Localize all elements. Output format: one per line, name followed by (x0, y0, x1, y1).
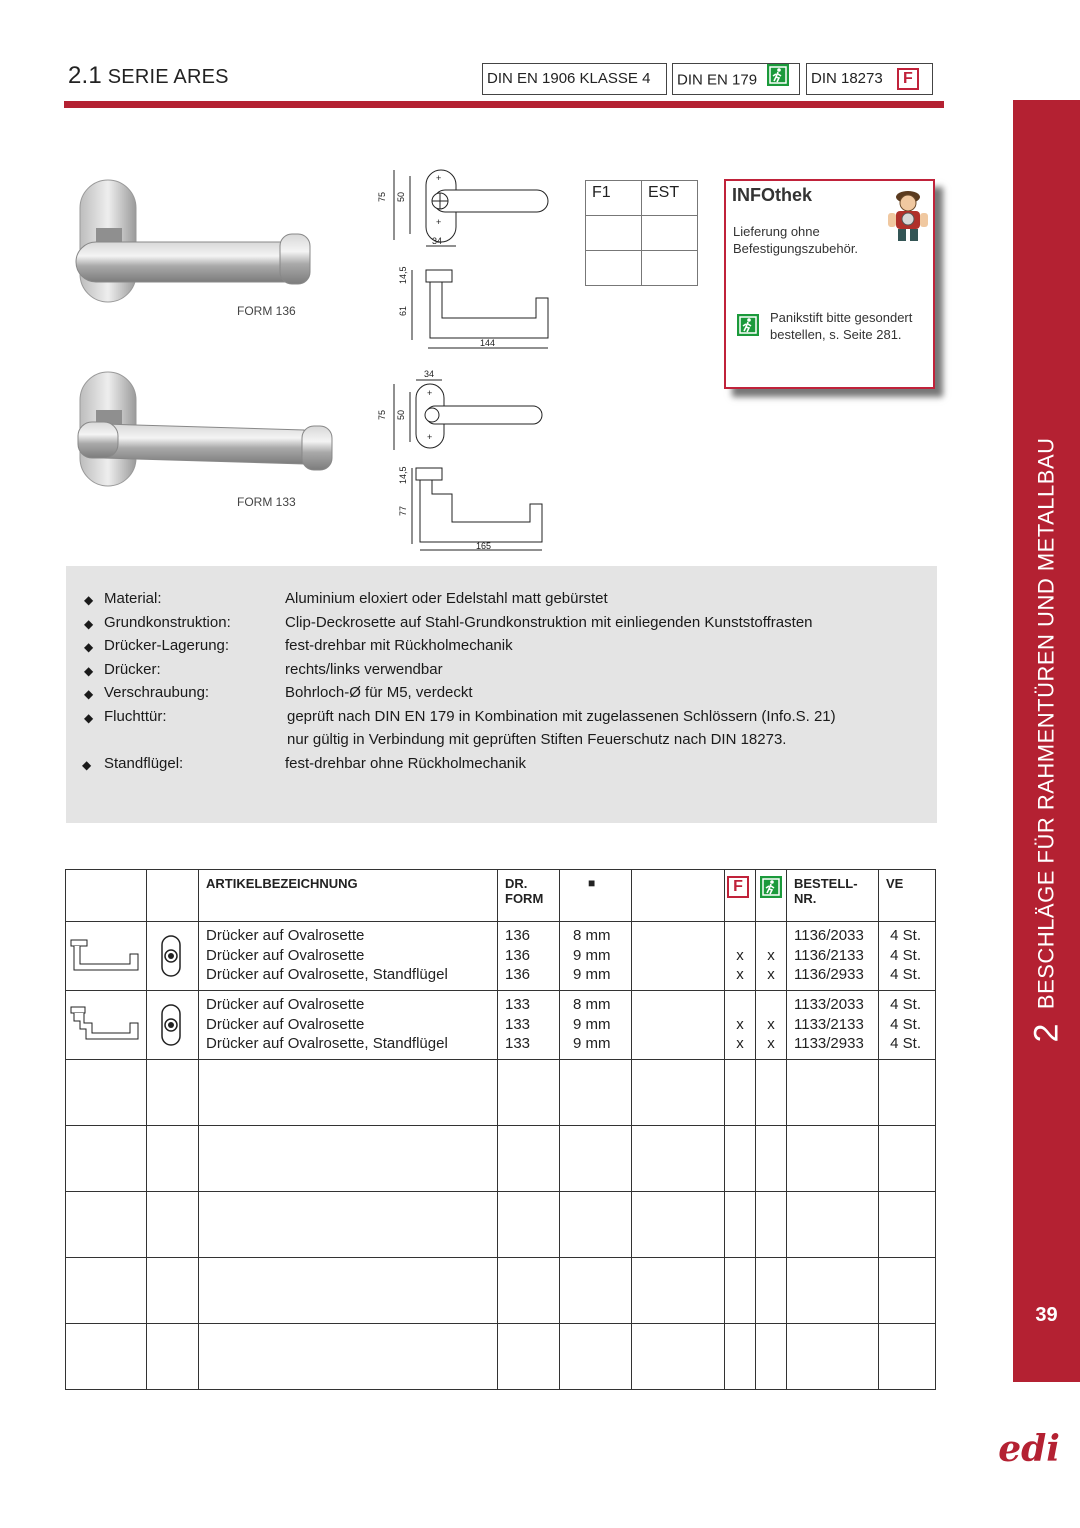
empty-table-row (66, 1324, 936, 1390)
spec-label: Drücker-Lagerung: (104, 637, 230, 654)
pack-unit: 4 St. (890, 1035, 921, 1052)
order-number: 1133/2133 (794, 1015, 864, 1033)
square-size: 9 mm (573, 946, 611, 964)
form-value: 136 (505, 966, 531, 983)
svg-text:34: 34 (424, 369, 435, 379)
spec-value: nur gültig in Verbindung mit geprüften Stiften Feuerschutz nach DIN 18273. (287, 731, 787, 748)
svg-text:50: 50 (396, 191, 406, 202)
badge-din-18273: DIN 18273 F (806, 63, 933, 95)
fire-protection-icon: F (897, 68, 919, 90)
svg-text:144: 144 (480, 338, 496, 348)
bullet-icon: ◆ (84, 687, 94, 701)
pack-unit: 4 St. (890, 927, 921, 944)
form-label: FORM 136 (237, 304, 296, 318)
spec-label: Grundkonstruktion: (104, 614, 231, 631)
est-header: EST (642, 181, 698, 216)
exit-flag: x (767, 1035, 775, 1052)
empty-table-row (66, 1126, 936, 1192)
fire-flag (725, 995, 755, 1015)
header-ve: VE (879, 870, 936, 922)
badge-din-en-179: DIN EN 179 (672, 63, 800, 95)
chapter-heading: 2BESCHLÄGE FÜR RAHMENTÜREN UND METALLBAU (1027, 437, 1065, 1043)
badge-din-en-1906: DIN EN 1906 KLASSE 4 (482, 63, 667, 95)
header-divider (64, 101, 944, 108)
svg-text:14,5: 14,5 (398, 466, 408, 484)
infothek-title: INFOthek (732, 185, 813, 205)
square-size: 8 mm (573, 996, 611, 1013)
table-cell (586, 216, 642, 251)
article-name: Drücker auf Ovalrosette, Standflügel (206, 1035, 448, 1052)
empty-table-row (66, 1258, 936, 1324)
specification-box (66, 566, 937, 823)
bullet-icon: ◆ (84, 617, 94, 631)
product-table (65, 869, 936, 1390)
bullet-icon: ◆ (84, 593, 94, 607)
emergency-exit-icon (737, 314, 759, 341)
product-photo-form-136 (74, 178, 314, 311)
oval-rosette-icon (147, 991, 199, 1060)
article-name: Drücker auf Ovalrosette (206, 1015, 365, 1033)
product-photo-form-133 (74, 370, 336, 493)
infothek-text: Lieferung ohne Befestigungszubehör. (733, 224, 859, 256)
handle-sketch-icon (66, 991, 147, 1060)
exit-flag: x (767, 966, 775, 983)
page-title: 2.1 SERIE ARES (68, 62, 229, 89)
emergency-exit-icon (767, 64, 789, 97)
table-row (66, 922, 936, 991)
pack-unit: 4 St. (890, 1015, 921, 1033)
pack-unit: 4 St. (890, 946, 921, 964)
exit-flag (756, 995, 786, 1015)
header-form: DR. FORM (498, 870, 560, 922)
chapter-sidebar (1013, 100, 1080, 1382)
svg-text:77: 77 (398, 505, 408, 516)
order-number: 1133/2933 (794, 1035, 864, 1052)
header-order-number: BESTELL- NR. (787, 870, 879, 922)
technical-drawing-form-133 (372, 366, 562, 561)
square-size: 9 mm (573, 1015, 611, 1033)
article-name: Drücker auf Ovalrosette (206, 927, 365, 944)
spec-value: fest-drehbar mit Rückholmechanik (285, 637, 513, 654)
empty-table-row (66, 1192, 936, 1258)
svg-text:75: 75 (377, 191, 387, 202)
order-number: 1136/2033 (794, 927, 864, 944)
article-name: Drücker auf Ovalrosette, Standflügel (206, 966, 448, 983)
spec-label: Standflügel: (104, 755, 184, 772)
spec-label: Drücker: (104, 661, 161, 678)
square-size: 8 mm (573, 927, 611, 944)
header-article: ARTIKELBEZEICHNUNG (199, 870, 498, 922)
oval-rosette-icon (147, 922, 199, 991)
header-square-icon: ■ (560, 870, 632, 922)
svg-text:+: + (427, 388, 433, 398)
exit-flag: x (767, 946, 775, 964)
table-cell (642, 251, 698, 286)
form-value: 133 (505, 1015, 531, 1033)
table-header (66, 870, 936, 922)
bullet-icon: ◆ (84, 664, 94, 678)
order-number: 1136/2933 (794, 966, 864, 983)
fire-flag: x (736, 946, 744, 964)
order-number: 1133/2033 (794, 996, 864, 1013)
exit-flag: x (767, 1015, 775, 1033)
svg-text:+: + (427, 432, 433, 442)
pack-unit: 4 St. (890, 996, 921, 1013)
technical-drawing-form-136 (372, 162, 562, 363)
article-name: Drücker auf Ovalrosette (206, 946, 365, 964)
fire-flag: x (736, 1035, 744, 1052)
infothek-box (724, 179, 935, 389)
bullet-icon: ◆ (84, 640, 94, 654)
handle-sketch-icon (66, 922, 147, 991)
bullet-icon: ◆ (84, 711, 94, 725)
svg-text:50: 50 (396, 409, 406, 420)
spec-label: Fluchttür: (104, 708, 167, 725)
form-label: FORM 133 (237, 495, 296, 509)
exit-flag (756, 926, 786, 946)
fire-flag: x (736, 966, 744, 983)
edi-logo: edi (998, 1428, 1060, 1470)
spec-value: fest-drehbar ohne Rückholmechanik (285, 755, 526, 772)
article-name: Drücker auf Ovalrosette (206, 996, 365, 1013)
form-value: 133 (505, 996, 531, 1013)
svg-text:+: + (436, 173, 442, 183)
form-value: 136 (505, 927, 531, 944)
fire-flag: x (736, 1015, 744, 1033)
square-size: 9 mm (573, 966, 611, 983)
svg-text:61: 61 (398, 305, 408, 316)
infothek-note: Panikstift bitte gesondert bestellen, s. Seite 281. (770, 310, 913, 342)
table-row (66, 991, 936, 1060)
svg-text:14,5: 14,5 (398, 266, 408, 284)
svg-text:34: 34 (432, 236, 443, 246)
spec-value: Aluminium eloxiert oder Edelstahl matt gebürstet (285, 590, 608, 607)
spec-label: Material: (104, 590, 162, 607)
pack-unit: 4 St. (890, 966, 921, 983)
form-value: 133 (505, 1035, 531, 1052)
form-value: 136 (505, 946, 531, 964)
svg-text:165: 165 (476, 541, 492, 551)
spec-label: Verschraubung: (104, 684, 210, 701)
fire-flag (725, 926, 755, 946)
empty-table-row (66, 1060, 936, 1126)
svg-text:+: + (436, 217, 442, 227)
table-cell (642, 216, 698, 251)
bullet-icon: ◆ (82, 758, 92, 772)
table-cell (586, 251, 642, 286)
spec-value: rechts/links verwendbar (285, 661, 443, 678)
f1-header: F1 (586, 181, 642, 216)
svg-text:75: 75 (377, 409, 387, 420)
page-number: 39 (1035, 1304, 1058, 1326)
mascot-icon (886, 187, 930, 248)
spec-value: Bohrloch-Ø für M5, verdeckt (285, 684, 473, 701)
spec-value: geprüft nach DIN EN 179 in Kombination mit zugelassenen Schlössern (Info.S. 21) (287, 708, 836, 725)
order-number: 1136/2133 (794, 946, 864, 964)
classification-table (585, 180, 698, 286)
fire-protection-icon: F (727, 876, 749, 898)
spec-value: Clip-Deckrosette auf Stahl-Grundkonstruktion mit einliegenden Kunststoffrasten (285, 614, 813, 631)
emergency-exit-icon (760, 886, 782, 901)
square-size: 9 mm (573, 1035, 611, 1052)
